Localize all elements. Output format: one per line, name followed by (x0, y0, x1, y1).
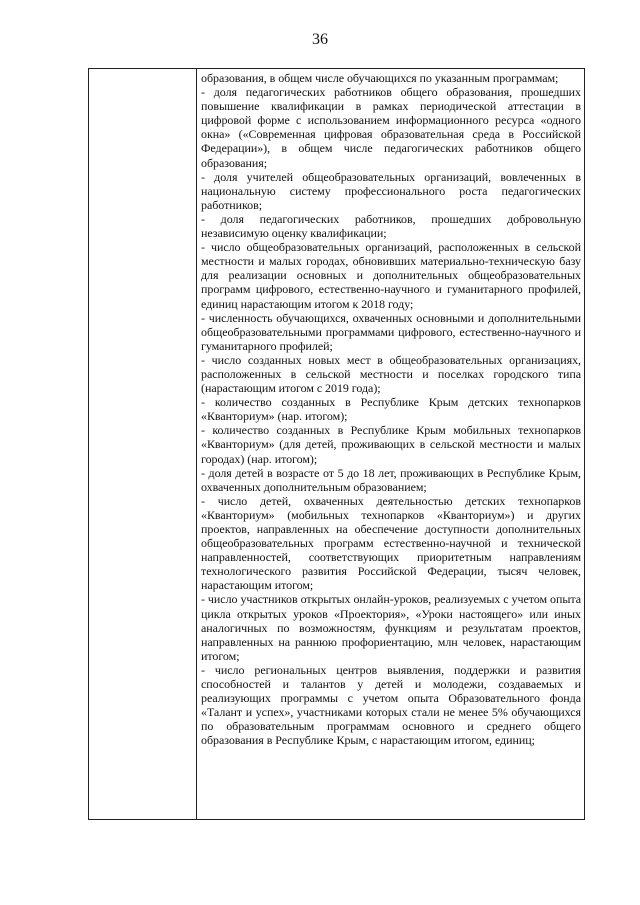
indicator-paragraph: - число детей, охваченных деятельностью детских технопарков «Кванториум» (мобильных технопарков «Кванториум») и других проектов, направленных на обеспечение доступности дополнительных общеобразовательных программ естественно-научной и технической направленностей, соответствующих приоритетным направлениям технологического развития Российской Федерации, тысяч человек, нарастающим итогом; (201, 493, 581, 593)
document-table (88, 68, 585, 820)
table-left-cell (89, 69, 197, 819)
indicator-paragraph: - доля учителей общеобразовательных организаций, вовлеченных в национальную систему профессионального роста педагогических работников; (201, 169, 581, 212)
indicator-paragraph: - число общеобразовательных организаций, расположенных в сельской местности и малых городах, обновивших материально-техническую базу для реализации основных и дополнительных общеобразовательных программ цифрового, естественно-научного и гуманитарного профилей, единиц нарастающим итогом к 2018 году; (201, 240, 581, 311)
indicator-paragraph: - численность обучающихся, охваченных основными и дополнительными общеобразовательными программами цифрового, естественно-научного и гуманитарного профилей; (201, 310, 581, 353)
indicator-paragraph: - доля детей в возрасте от 5 до 18 лет, проживающих в Республике Крым, охваченных дополнительным образованием; (201, 465, 581, 494)
indicator-paragraph: - количество созданных в Республике Крым мобильных технопарков «Кванториум» (для детей, проживающих в сельской местности и малых городах) (нар. итогом); (201, 423, 581, 466)
indicator-paragraph: - доля педагогических работников, прошедших добровольную независимую оценку квалификации; (201, 211, 581, 241)
table-right-cell (201, 71, 581, 819)
indicator-paragraph: - число созданных новых мест в общеобразовательных организациях, расположенных в сельской местности и поселках городского типа (нарастающим итогом с 2019 года); (201, 352, 581, 396)
page-number: 36 (312, 31, 328, 48)
indicator-paragraph: - число участников открытых онлайн-уроков, реализуемых с учетом опыта цикла открытых уроков «Проектория», «Уроки настоящего» или иных аналогичных по возможностям, функциям и результатам проектов, направленных на раннюю профориентацию, млн человек, нарастающим итогом; (201, 592, 581, 663)
indicator-paragraph: образования, в общем числе обучающихся по указанным программам; (201, 71, 559, 85)
indicator-paragraph: - доля педагогических работников общего образования, прошедших повышение квалификации в рамках периодической аттестации в цифровой форме с использованием информационного ресурса «одного окна» («Современная цифровая образовательная среда в Российской Федерации»), в общем числе педагогических работников общего образования; (201, 85, 581, 170)
indicator-paragraph: - число региональных центров выявления, поддержки и развития способностей и талантов у детей и молодежи, создаваемых и реализующих программы с учетом опыта Образовательного фонда «Талант и успех», участниками которых стали не менее 5% обучающихся по образовательным программам основного и среднего общего образования в Республике Крым, с нарастающим итогом, единиц; (201, 662, 581, 748)
indicator-paragraph: - количество созданных в Республике Крым детских технопарков «Кванториум» (нар. итогом); (201, 395, 581, 424)
